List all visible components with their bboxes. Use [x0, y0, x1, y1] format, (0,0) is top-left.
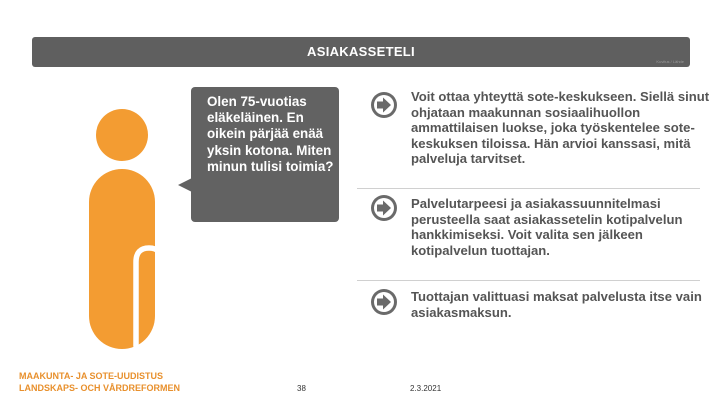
- step-2-text: Palvelutarpeesi ja asiakassuunnitelmasi perusteella saat asiakassetelin kotipalvelun hankkimiseksi. Voit valita sen jälkeen kotipalvelun tuottajan.: [411, 196, 683, 258]
- arrow-right-circle-icon: [370, 194, 398, 222]
- speech-bubble-tail: [178, 178, 192, 192]
- org-name-swedish: LANDSKAPS- OCH VÅRDREFORMEN: [19, 383, 181, 393]
- image-credit: Kuvitus / Lähde: [656, 59, 684, 64]
- step-divider: [357, 188, 700, 189]
- org-name-finnish: MAAKUNTA- JA SOTE-UUDISTUS: [19, 371, 163, 381]
- organization-logo-text: [19, 370, 180, 394]
- arrow-right-circle-icon: [370, 288, 398, 316]
- arrow-right-circle-icon: [370, 91, 398, 119]
- page-number: 38: [297, 384, 306, 393]
- speech-bubble-text: Olen 75-vuotias eläkeläinen. En oikein pärjää enää yksin kotona. Miten minun tulisi toimia?: [207, 94, 334, 174]
- speech-bubble: [191, 87, 339, 222]
- step-3-text: Tuottajan valittuasi maksat palvelusta itse vain asiakasmaksun.: [411, 289, 702, 320]
- person-icon: [89, 109, 155, 349]
- page-title: ASIAKASSETELI: [307, 44, 415, 59]
- elderly-person-illustration: [0, 0, 190, 370]
- step-1-text: Voit ottaa yhteyttä sote-keskukseen. Siellä sinut ohjataan maakunnan sosiaalihuollon ammattilaisen luokse, joka työskentelee sote-keskuksen tiloissa. Hän arvioi kanssasi, mitä palveluja tarvitset.: [411, 89, 710, 167]
- step-divider: [357, 280, 700, 281]
- slide-date: 2.3.2021: [410, 384, 442, 393]
